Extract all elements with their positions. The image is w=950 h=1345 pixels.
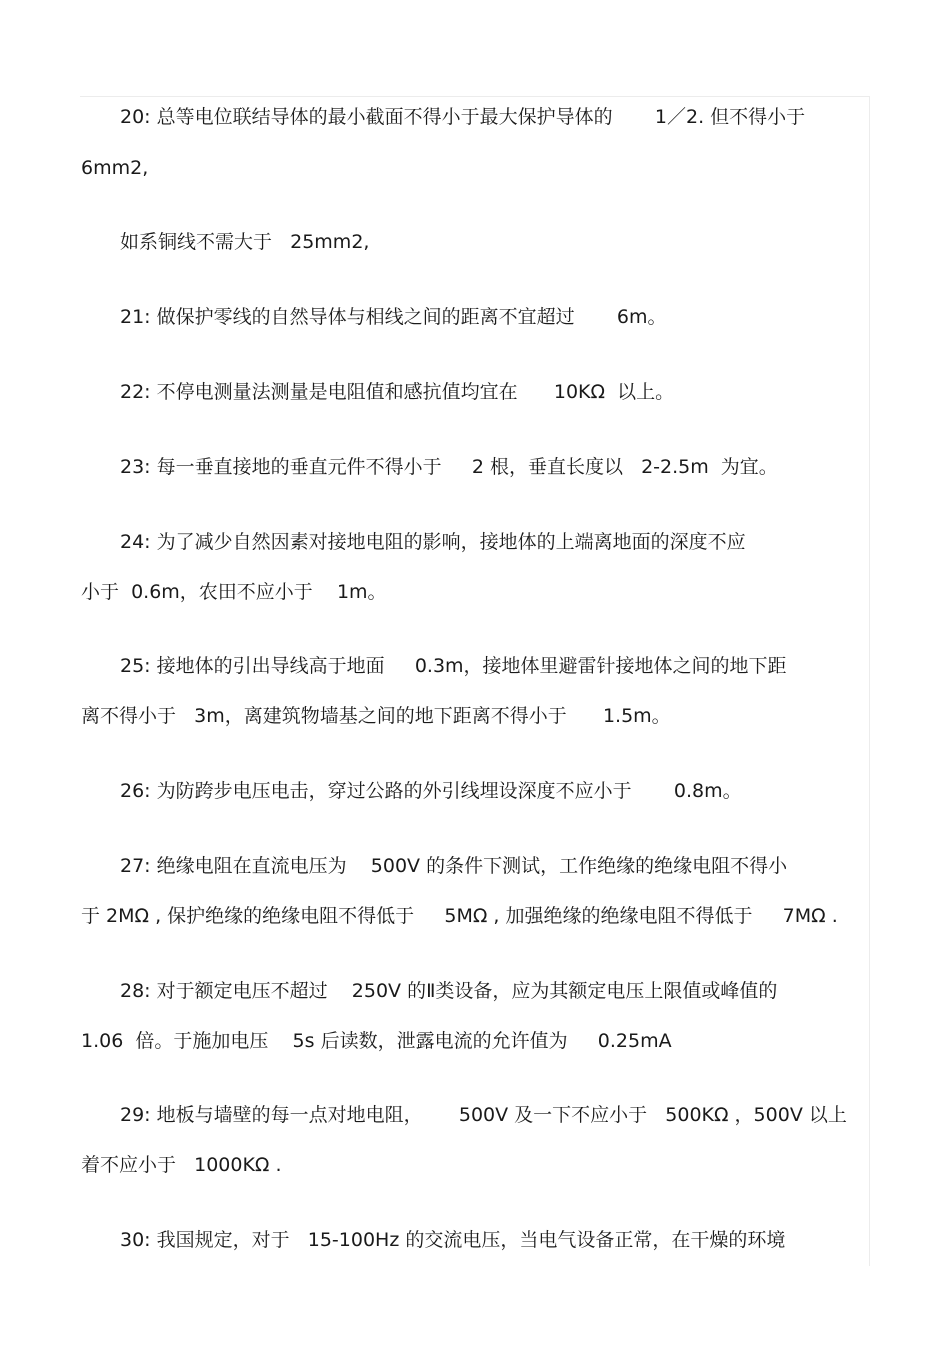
- item-20-line-3: 如系铜线不需大于 25mm2,: [120, 231, 370, 253]
- item-25-line-1: 25: 接地体的引出导线高于地面 0.3m，接地体里避雷针接地体之间的地下距: [120, 655, 787, 677]
- item-29-line-2: 着不应小于 1000KΩ .: [81, 1154, 282, 1176]
- item-23: 23: 每一垂直接地的垂直元件不得小于 2 根，垂直长度以 2-2.5m 为宜。: [120, 456, 778, 478]
- item-30-line-1: 30: 我国规定，对于 15-100Hz 的交流电压，当电气设备正常，在干燥的环境: [120, 1229, 786, 1251]
- item-25-line-2: 离不得小于 3m，离建筑物墙基之间的地下距离不得小于 1.5m。: [81, 705, 671, 727]
- item-20-line-2: 6mm2,: [81, 157, 149, 179]
- page-right-border: [869, 96, 870, 1266]
- item-26: 26: 为防跨步电压电击，穿过公路的外引线埋设深度不应小于 0.8m。: [120, 780, 742, 802]
- item-22: 22: 不停电测量法测量是电阻值和感抗值均宜在 10KΩ 以上。: [120, 381, 675, 403]
- item-28-line-2: 1.06 倍。于施加电压 5s 后读数，泄露电流的允许值为 0.25mA: [81, 1030, 672, 1052]
- item-20-line-1: 20: 总等电位联结导体的最小截面不得小于最大保护导体的 1／2. 但不得小于: [120, 106, 806, 128]
- item-29-line-1: 29: 地板与墙壁的每一点对地电阻， 500V 及一下不应小于 500KΩ ，500V 以上: [120, 1104, 847, 1126]
- item-24-line-1: 24: 为了减少自然因素对接地电阻的影响，接地体的上端离地面的深度不应: [120, 531, 746, 553]
- item-27-line-2: 于 2MΩ , 保护绝缘的绝缘电阻不得低于 5MΩ , 加强绝缘的绝缘电阻不得低于 7MΩ .: [81, 905, 838, 927]
- page-top-border: [80, 96, 870, 97]
- item-28-line-1: 28: 对于额定电压不超过 250V 的Ⅱ类设备，应为其额定电压上限值或峰值的: [120, 980, 778, 1002]
- item-24-line-2: 小于 0.6m，农田不应小于 1m。: [81, 581, 387, 603]
- item-21: 21: 做保护零线的自然导体与相线之间的距离不宜超过 6m。: [120, 306, 667, 328]
- item-27-line-1: 27: 绝缘电阻在直流电压为 500V 的条件下测试，工作绝缘的绝缘电阻不得小: [120, 855, 788, 877]
